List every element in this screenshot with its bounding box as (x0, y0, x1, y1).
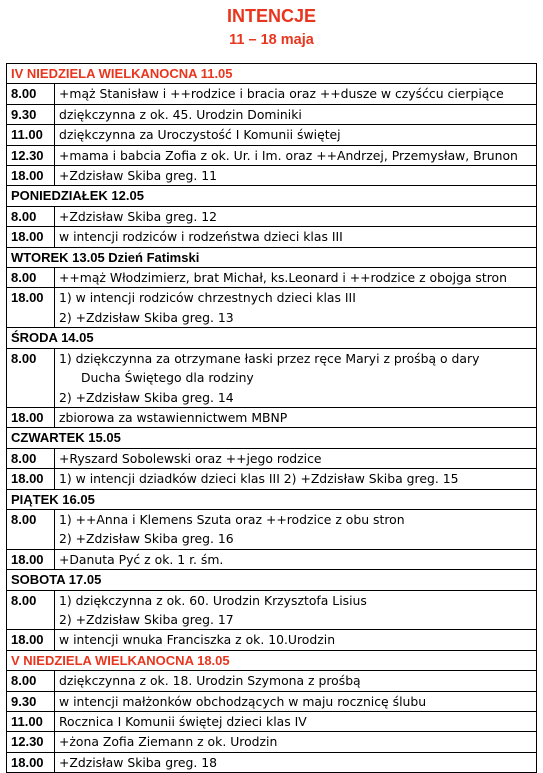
intention-line: +mąż Stanisław i ++rodzice i bracia oraz ++dusze w czyśćcu cierpiące (59, 86, 504, 102)
mass-row (7, 407, 537, 427)
intention-line: +Zdzisław Skiba greg. 11 (59, 168, 218, 184)
mass-time: 18.00 (7, 288, 55, 328)
mass-row (7, 509, 537, 549)
day-header: IV NIEDZIELA WIELKANOCNA 11.05 (7, 64, 537, 84)
intention-line: Ducha Świętego dla rodziny (81, 370, 254, 386)
mass-time: 12.30 (7, 145, 55, 165)
day-header: CZWARTEK 15.05 (7, 428, 537, 448)
mass-intention (55, 206, 537, 226)
mass-row (7, 671, 537, 691)
intention-line: 1) ++Anna i Klemens Szuta oraz ++rodzice z obu stron (59, 511, 405, 527)
mass-row (7, 145, 537, 165)
mass-intention (55, 166, 537, 186)
mass-row (7, 227, 537, 247)
intention-line: 2) +Zdzisław Skiba greg. 17 (59, 611, 234, 627)
intention-line: ++mąż Włodzimierz, brat Michał, ks.Leonard i ++rodzice z obojga stron (59, 270, 507, 286)
mass-time: 8.00 (7, 348, 55, 407)
date-range: 11 – 18 maja (229, 32, 314, 48)
mass-intention (55, 145, 537, 165)
intention-line: +Ryszard Sobolewski oraz ++jego rodzice (59, 450, 322, 466)
mass-row (7, 268, 537, 288)
intention-line: +Zdzisław Skiba greg. 18 (59, 754, 218, 770)
intention-line: 1) w intencji rodziców chrzestnych dzieci klas III (59, 290, 356, 306)
mass-intention (55, 549, 537, 569)
intention-line: w intencji rodziców i rodzeństwa dzieci klas III (59, 229, 343, 245)
day-header-row (7, 489, 537, 509)
mass-intention (55, 712, 537, 732)
intention-line: zbiorowa za wstawiennictwem MBNP (59, 409, 288, 425)
mass-time: 8.00 (7, 509, 55, 549)
mass-intention (55, 448, 537, 468)
mass-intention (55, 469, 537, 489)
mass-intention (55, 84, 537, 104)
mass-intention (55, 227, 537, 247)
intention-line: 1) w intencji dziadków dzieci klas III 2) +Zdzisław Skiba greg. 15 (59, 471, 459, 487)
mass-time: 12.30 (7, 732, 55, 752)
mass-time: 8.00 (7, 268, 55, 288)
mass-row (7, 288, 537, 328)
mass-intention (55, 691, 537, 711)
mass-row (7, 448, 537, 468)
mass-row (7, 691, 537, 711)
mass-time: 9.30 (7, 104, 55, 124)
day-header-row (7, 650, 537, 670)
mass-time: 18.00 (7, 407, 55, 427)
intentions-table (6, 63, 537, 773)
mass-time: 11.00 (7, 712, 55, 732)
mass-time: 8.00 (7, 206, 55, 226)
day-header: SOBOTA 17.05 (7, 570, 537, 590)
mass-intention (55, 125, 537, 145)
day-header: ŚRODA 14.05 (7, 328, 537, 348)
intention-line: dziękczynna z ok. 45. Urodzin Dominiki (59, 106, 302, 122)
mass-intention (55, 348, 537, 407)
intention-line: 1) dziękczynna z ok. 60. Urodzin Krzysztofa Lisius (59, 592, 367, 608)
intention-line: 2) +Zdzisław Skiba greg. 16 (59, 531, 234, 547)
day-header: V NIEDZIELA WIELKANOCNA 18.05 (7, 650, 537, 670)
day-header-row (7, 428, 537, 448)
mass-row (7, 206, 537, 226)
mass-intention (55, 268, 537, 288)
mass-time: 18.00 (7, 227, 55, 247)
day-header-row (7, 186, 537, 206)
mass-row (7, 712, 537, 732)
intention-line: Rocznica I Komunii świętej dzieci klas IV (59, 714, 307, 729)
mass-row (7, 590, 537, 630)
mass-row (7, 104, 537, 124)
mass-row (7, 125, 537, 145)
intention-line: dziękczynna z ok. 18. Urodzin Szymona z prośbą (59, 673, 361, 689)
mass-time: 18.00 (7, 752, 55, 772)
mass-row (7, 630, 537, 650)
mass-intention (55, 671, 537, 691)
mass-intention (55, 104, 537, 124)
intention-line: 1) dziękczynna za otrzymane łaski przez ręce Maryi z prośbą o dary (59, 350, 480, 366)
day-header-row (7, 570, 537, 590)
intention-line: +mama i babcia Zofia z ok. Ur. i Im. oraz ++Andrzej, Przemysław, Brunon (59, 147, 518, 163)
mass-time: 18.00 (7, 469, 55, 489)
mass-row (7, 549, 537, 569)
mass-intention (55, 590, 537, 630)
mass-intention (55, 407, 537, 427)
mass-intention (55, 752, 537, 772)
intention-line: w intencji małżonków obchodzących w maju rocznicę ślubu (59, 693, 427, 709)
day-header-row (7, 64, 537, 84)
mass-time: 18.00 (7, 630, 55, 650)
page-title: INTENCJE (226, 6, 316, 26)
mass-row (7, 469, 537, 489)
mass-row (7, 84, 537, 104)
day-header: WTOREK 13.05 Dzień Fatimski (7, 247, 537, 267)
mass-time: 18.00 (7, 549, 55, 569)
mass-time: 8.00 (7, 448, 55, 468)
intention-line: w intencji wnuka Franciszka z ok. 10.Urodzin (59, 632, 336, 648)
mass-time: 8.00 (7, 590, 55, 630)
mass-time: 8.00 (7, 671, 55, 691)
mass-intention (55, 509, 537, 549)
mass-intention (55, 732, 537, 752)
day-header-row (7, 328, 537, 348)
mass-time: 8.00 (7, 84, 55, 104)
intention-line: +Zdzisław Skiba greg. 12 (59, 208, 218, 224)
intention-line: 2) +Zdzisław Skiba greg. 13 (59, 309, 234, 325)
intention-line: 2) +Zdzisław Skiba greg. 14 (59, 389, 234, 405)
mass-time: 11.00 (7, 125, 55, 145)
mass-intention (55, 288, 537, 328)
intention-line: dziękczynna za Uroczystość I Komunii świętej (59, 127, 341, 143)
mass-row (7, 166, 537, 186)
mass-time: 18.00 (7, 166, 55, 186)
mass-intention (55, 630, 537, 650)
day-header: PIĄTEK 16.05 (7, 489, 537, 509)
mass-row (7, 752, 537, 772)
intention-line: +żona Zofia Ziemann z ok. Urodzin (59, 734, 278, 750)
day-header: PONIEDZIAŁEK 12.05 (7, 186, 537, 206)
mass-time: 9.30 (7, 691, 55, 711)
day-header-row (7, 247, 537, 267)
mass-row (7, 348, 537, 407)
intention-line: +Danuta Pyć z ok. 1 r. śm. (59, 551, 224, 567)
mass-row (7, 732, 537, 752)
